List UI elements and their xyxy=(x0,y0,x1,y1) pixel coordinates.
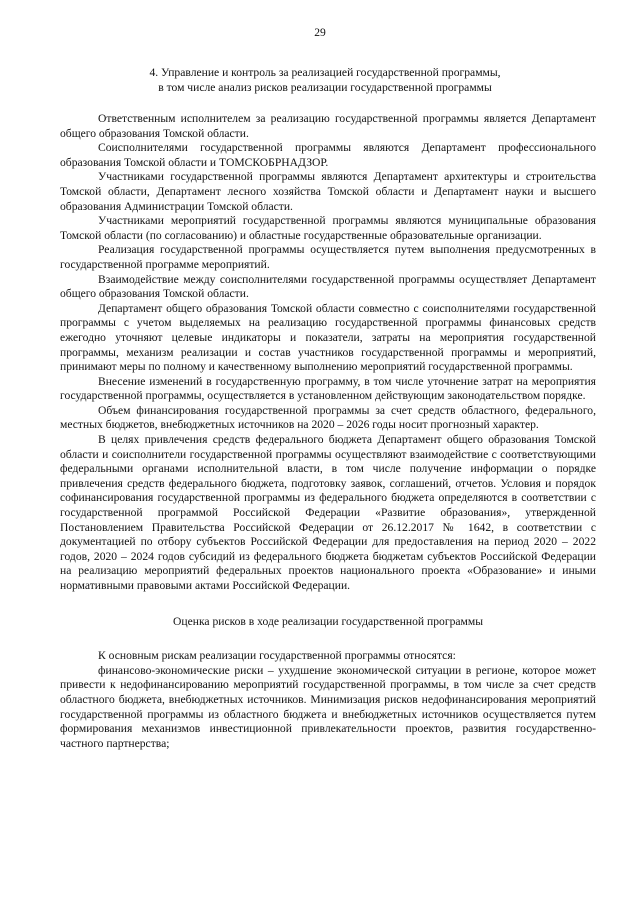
paragraph-main-risks: К основным рискам реализации государственной программы относятся: xyxy=(98,649,456,663)
paragraph-federal-funds: В целях привлечения средств федерального бюджета Департамент общего образования Томской области и соисполнители государственной программы осуществляют взаимодействие с соответствующими федеральными органами исполнительной власти, в том числе получение информации о порядке привлечения средств федерального бюджета, подготовку заявок, соглашений, отчетов. Условия и порядок софинансирования государственной программы из федерального бюджета определяются в соответствии с государственной программой Российской Федерации «Развитие образования», утвержденной Постановлением Правительства Российской Федерации от 26.12.2017 № 1642, в соответствии с документацией по отбору субъектов Российской Федерации для предоставления на период 2020 – 2022 годов, 2020 – 2024 годов субсидий из федерального бюджета бюджетам субъектов Российской Федерации на реализацию мероприятий федеральных проектов национального проекта «Образование» и иными нормативными правовыми актами Российской Федерации. xyxy=(60,433,596,592)
section-heading xyxy=(62,66,588,95)
section-heading-line-2: в том числе анализ рисков реализации государственной программы xyxy=(158,80,492,94)
paragraph-responsible-executor: Ответственным исполнителем за реализацию государственной программы является Департамент общего образования Томской области. xyxy=(60,112,596,140)
section-heading-line-1: 4. Управление и контроль за реализацией государственной программы, xyxy=(149,66,501,79)
paragraph-implementation: Реализация государственной программы осуществляется путем выполнения предусмотренных в государственной программе мероприятий. xyxy=(60,243,596,271)
paragraph-financial-risks: финансово-экономические риски – ухудшение экономической ситуации в регионе, которое может привести к недофинансированию мероприятий государственной программы, в том числе за счет средств областного бюджета, внебюджетных источников. Минимизация рисков недофинансирования мероприятий государственной программы из областного бюджета и внебюджетных источников осуществляется путем формирования механизмов инвестиционной привлекательности проектов, развития государственно-частного партнерства; xyxy=(60,663,596,750)
paragraph-annual-refinement: Департамент общего образования Томской области совместно с соисполнителями государственной программы с учетом выделяемых на реализацию государственной программы финансовых средств ежегодно уточняют целевые индикаторы и показатели, затраты на мероприятия государственной программы, механизм реализации и состав участников государственной программы и мероприятий, принимают меры по полному и качественному выполнению мероприятий государственной программы. xyxy=(60,301,596,374)
paragraph-amendments: Внесение изменений в государственную программу, в том числе уточнение затрат на мероприятия государственной программы, осуществляется в установленном действующим законодательством порядке. xyxy=(60,374,596,403)
paragraph-financing-volume: Объем финансирования государственной программы за счет средств областного, федерального, местных бюджетов, внебюджетных источников на 2020 – 2026 годы носит прогнозный характер. xyxy=(60,403,596,432)
risk-section-heading: Оценка рисков в ходе реализации государственной программы xyxy=(173,614,483,628)
paragraph-co-executors: Соисполнителями государственной программы являются Департамент профессионального образования Томской области и ТОМСКОБРНАДЗОР. xyxy=(60,141,596,169)
paragraph-interaction: Взаимодействие между соисполнителями государственной программы осуществляет Департамент общего образования Томской области. xyxy=(60,272,596,301)
page-number: 29 xyxy=(314,26,326,39)
body-text xyxy=(60,112,596,751)
paragraph-event-participants: Участниками мероприятий государственной программы являются муниципальные образования Томской области (по согласованию) и областные государственные образовательные организации. xyxy=(60,214,596,242)
paragraph-participants: Участниками государственной программы являются Департамент архитектуры и строительства Томской области, Департамент лесного хозяйства Томской области и Департамент науки и высшего образования Администрации Томской области. xyxy=(60,170,596,213)
